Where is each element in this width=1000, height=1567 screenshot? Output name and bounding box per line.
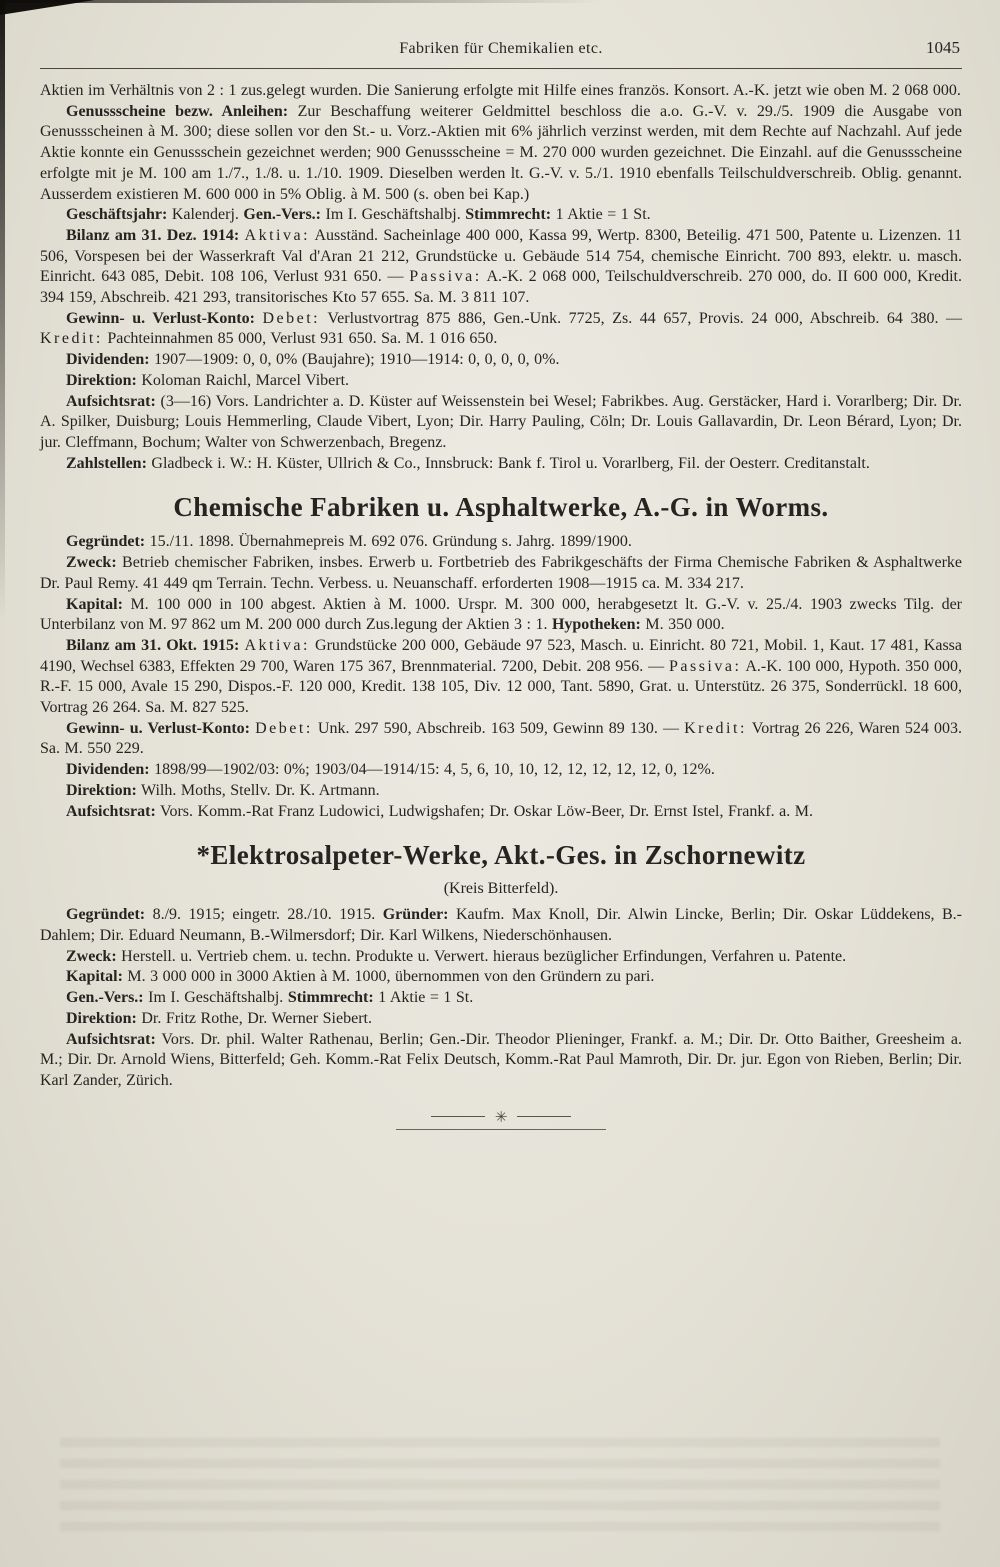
label-spaced: Passiva:	[668, 657, 742, 675]
paragraph-zweck	[40, 553, 962, 594]
label-bold: Direktion:	[66, 1009, 137, 1027]
text-run: A.-K. 2 068 000, Teilschuldverschreib. 270 000, do. II 600 000, Kredit. 394 159, Abschreib. 421 293, transitorisches Kto 57 655. Sa. M. 3 811 107.	[40, 268, 962, 307]
paragraph-gen-vers	[40, 988, 962, 1009]
label-bold: Zweck:	[66, 554, 117, 572]
label-spaced: Aktiva:	[244, 636, 310, 654]
label-spaced: Kredit:	[684, 719, 747, 737]
paragraph-gegruendet	[40, 532, 962, 553]
paragraph-aufsichtsrat	[40, 802, 962, 823]
entry-zschornewitz	[40, 840, 962, 1091]
label-bold: Gen.-Vers.:	[243, 206, 322, 224]
label-bold: Gen.-Vers.:	[66, 989, 144, 1007]
text-run: M. 350 000.	[640, 616, 725, 634]
page-bleedthrough	[60, 1438, 940, 1538]
page-number: 1045	[926, 38, 960, 57]
ornament-line	[517, 1116, 571, 1117]
text-run: 1907—1909: 0, 0, 0% (Baujahre); 1910—1914: 0, 0, 0, 0, 0%.	[149, 351, 560, 369]
text-run: Aktien im Verhältnis von 2 : 1 zus.gelegt wurden. Die Sanierung erfolgte mit Hilfe eines französ. Konsort. A.-K. jetzt wie oben M. 2 068 000.	[40, 82, 961, 99]
label-spaced: Passiva:	[409, 268, 482, 286]
paragraph-geschaeftsjahr	[40, 205, 962, 226]
label-bold: Gründer:	[382, 906, 449, 924]
text-run: Im I. Geschäftshalbj.	[321, 206, 466, 224]
label-bold: Geschäftsjahr:	[66, 206, 168, 224]
label-spaced: Aktiva:	[244, 226, 311, 244]
label-bold: Gewinn- u. Verlust-Konto:	[66, 719, 251, 737]
text-run: Im I. Geschäftshalbj.	[143, 989, 288, 1007]
ornament-line	[431, 1116, 485, 1117]
paragraph-gegruendet	[40, 905, 962, 946]
text-run: 1 Aktie = 1 St.	[551, 206, 651, 224]
text-run: Gladbeck i. W.: H. Küster, Ullrich & Co., Innsbruck: Bank f. Tirol u. Vorarlberg, Fil. der Oesterr. Creditanstalt.	[146, 454, 870, 472]
ornament-divider	[40, 1108, 962, 1126]
text-run: 15./11. 1898. Übernahmepreis M. 692 076. Gründung s. Jahrg. 1899/1900.	[145, 533, 632, 551]
entry-continuation	[40, 81, 962, 474]
paragraph-kapital	[40, 595, 962, 636]
entry-heading-worms: Chemische Fabriken u. Asphaltwerke, A.-G. in Worms.	[173, 492, 829, 523]
header-rule	[40, 68, 962, 69]
text-run: M. 3 000 000 in 3000 Aktien à M. 1000, übernommen von den Gründern zu pari.	[122, 968, 655, 986]
paragraph-bilanz-1915	[40, 636, 962, 719]
label-bold: Stimmrecht:	[465, 206, 552, 224]
paragraph-zweck	[40, 947, 962, 968]
label-spaced: Debet:	[255, 719, 313, 737]
label-bold: Genussscheine bezw. Anleihen:	[66, 102, 289, 120]
label-bold: Zweck:	[66, 947, 117, 965]
text-run: 8./9. 1915; eingetr. 28./10. 1915.	[145, 906, 383, 924]
paragraph-gewinn-verlust	[40, 719, 962, 760]
label-bold: Gewinn- u. Verlust-Konto:	[66, 309, 255, 327]
label-bold: Gegründet:	[66, 533, 146, 551]
text-run: 1898/99—1902/03: 0%; 1903/04—1914/15: 4, 5, 6, 10, 10, 12, 12, 12, 12, 12, 0, 12%.	[149, 761, 715, 779]
label-spaced: Debet:	[262, 309, 321, 327]
running-header-title: Fabriken für Chemikalien etc.	[399, 40, 603, 57]
paragraph-direktion	[40, 781, 962, 802]
text-run: Ausständ. Sacheinlage 400 000, Kassa 99, Wertp. 8300, Beteilig. 471 500, Patente u. Lizenzen. 11 506, Vorspesen bei der Wasserkraft Val d'Aran 21 212, Grundstücke u. Gebäude 514 754, chemische Einricht. 700 893, elektr. u. masch. Einricht. 643 085, Debit. 108 106, Verlust 931 650. —	[40, 226, 963, 286]
text-run: Verlustvortrag 875 886, Gen.-Unk. 7725, Zs. 44 657, Provis. 24 000, Abschreib. 64 380. —	[320, 309, 962, 327]
label-bold: Dividenden:	[66, 351, 150, 369]
text-run: Unk. 297 590, Abschreib. 163 509, Gewinn 89 130. —	[312, 719, 685, 737]
label-bold: Stimmrecht:	[287, 989, 374, 1007]
paragraph-gewinn-verlust	[40, 309, 962, 350]
text-run: Dr. Fritz Rothe, Dr. Werner Siebert.	[136, 1009, 372, 1027]
ornament-glyph: ✳	[494, 1107, 508, 1126]
text-run: Vors. Dr. phil. Walter Rathenau, Berlin; Gen.-Dir. Theodor Plieninger, Frankf. a. M.; Dir. Dr. Otto Baither, Greesheim a. M.; Dir. Dr. Arnold Wiens, Bitterfeld; Geh. Komm.-Rat Felix Deutsch, Komm.-Rat Paul Mamroth, Dir. Dr. jur. Egon von Rieben, Berlin; Dir. Karl Zander, Zürich.	[40, 1030, 962, 1089]
paragraph-kapital	[40, 967, 962, 988]
text-run: Pachteinnahmen 85 000, Verlust 931 650. Sa. M. 1 016 650.	[102, 330, 498, 348]
label-bold: Aufsichtsrat:	[66, 392, 156, 410]
entry-subheading: (Kreis Bitterfeld).	[443, 880, 559, 898]
paragraph-zahlstellen	[40, 454, 962, 475]
ornament-underline	[396, 1129, 606, 1130]
text-run: 1 Aktie = 1 St.	[373, 989, 474, 1007]
label-bold: Hypotheken:	[551, 616, 641, 634]
label-bold: Dividenden:	[66, 761, 150, 779]
text-run: Vors. Komm.-Rat Franz Ludowici, Ludwigshafen; Dr. Oskar Löw-Beer, Dr. Ernst Istel, Frankf. a. M.	[155, 802, 813, 820]
text-run: Herstell. u. Vertrieb chem. u. techn. Produkte u. Verwert. hieraus bezüglicher Erfindungen, Verfahren u. Patente.	[116, 947, 847, 965]
label-bold: Gegründet:	[66, 906, 146, 924]
text-run: Koloman Raichl, Marcel Vibert.	[136, 371, 350, 389]
label-bold: Aufsichtsrat:	[66, 1030, 156, 1048]
text-run: M. 100 000 in 100 abgest. Aktien à M. 1000. Urspr. M. 300 000, herabgesetzt lt. G.-V. v. 25./4. 1903 zwecks Tilg. der Unterbilanz von M. 97 862 um M. 200 000 durch Zus.legung der Aktien 3 : 1.	[40, 595, 962, 634]
text-run: A.-K. 100 000, Hypoth. 350 000, R.-F. 15 000, Avale 15 290, Dispos.-F. 120 000, Kredit. 138 105, Div. 12 000, Tant. 5890, Grat. u. Unterstütz. 26 375, Sonderrückl. 18 600, Vortrag 26 264. Sa. M. 827 525.	[40, 657, 962, 717]
entry-worms	[40, 492, 962, 822]
paragraph	[40, 81, 962, 102]
paragraph-direktion	[40, 1009, 962, 1030]
label-bold: Aufsichtsrat:	[66, 802, 156, 820]
label-bold: Direktion:	[66, 371, 137, 389]
paragraph-direktion	[40, 371, 962, 392]
paragraph-aufsichtsrat	[40, 392, 962, 454]
label-bold: Bilanz am 31. Okt. 1915:	[66, 636, 240, 654]
label-bold: Bilanz am 31. Dez. 1914:	[66, 226, 240, 244]
text-run: Grundstücke 200 000, Gebäude 97 523, Masch. u. Einricht. 80 721, Mobil. 1, Kaut. 17 481, Kassa 4190, Wechsel 6383, Effekten 29 700, Waren 175 367, Brennmaterial. 7200, Debit. 208 956. —	[40, 636, 963, 675]
text-run: Kaufm. Max Knoll, Dir. Alwin Lincke, Berlin; Dir. Oskar Lüddekens, B.-Dahlem; Dir. Eduard Neumann, B.-Wilmersdorf; Dir. Karl Wilkens, Niederschönhausen.	[40, 906, 963, 944]
text-run: Zur Beschaffung weiterer Geldmittel beschloss die a.o. G.-V. v. 29./5. 1909 die Ausgabe von Genussscheinen à M. 300; diese sollen vor den St.- u. Vorz.-Aktien mit 6% jährlich verzinst werden, mit dem Rechte auf Nachzahl. Auf jede Aktie konnte ein Genussschein gezeichnet werden; 900 Genussscheine = M. 270 000 wurden gezeichnet. Die Einzahl. auf die Genussscheine erfolgte mit je M. 100 am 1./7., 1./8. u. 1./10. 1909. Dieselben werden lt. G.-V. v. 5./1. 1910 ebenfalls Teilschuldverschreib. Oblig. genannt. Ausserdem existieren M. 600 000 in 5% Oblig. à M. 500 (s. oben bei Kap.)	[40, 102, 962, 203]
paragraph-bilanz-1914	[40, 226, 962, 309]
label-bold: Zahlstellen:	[66, 454, 147, 472]
text-run: (3—16) Vors. Landrichter a. D. Küster auf Weissenstein bei Wesel; Fabrikbes. Aug. Gerstäcker, Hard i. Vorarlberg; Dir. Dr. A. Spilker, Duisburg; Louis Hemmerling, Claude Vibert, Lyon; Dir. Harry Pauling, Cöln; Dr. Louis Gallavardin, Dr. Leon Bérard, Lyon; Dr. jur. Cleffmann, Bochum; Walter von Schwerzenbach, Bregenz.	[40, 392, 962, 451]
label-bold: Kapital:	[66, 595, 123, 613]
text-run: Vortrag 26 226, Waren 524 003. Sa. M. 550 229.	[40, 719, 963, 758]
paragraph-aufsichtsrat	[40, 1030, 962, 1092]
paragraph-genussscheine	[40, 102, 962, 206]
paragraph-dividenden	[40, 760, 962, 781]
text-run: Betrieb chemischer Fabriken, insbes. Erwerb u. Fortbetrieb des Fabrikgeschäfts der Firma Chemische Fabriken & Asphaltwerke Dr. Paul Remy. 41 449 qm Terrain. Techn. Verbess. u. Neuanschaff. erforderten 1908—1915 ca. M. 334 217.	[40, 554, 962, 592]
paragraph-dividenden	[40, 350, 962, 371]
running-header	[40, 40, 962, 64]
label-bold: Kapital:	[66, 968, 123, 986]
text-run: Wilh. Moths, Stellv. Dr. K. Artmann.	[136, 781, 380, 799]
label-bold: Direktion:	[66, 781, 137, 799]
entry-heading-zschornewitz: *Elektrosalpeter-Werke, Akt.-Ges. in Zschornewitz	[196, 840, 806, 871]
label-spaced: Kredit:	[40, 330, 103, 348]
text-run: Kalenderj.	[167, 206, 244, 224]
